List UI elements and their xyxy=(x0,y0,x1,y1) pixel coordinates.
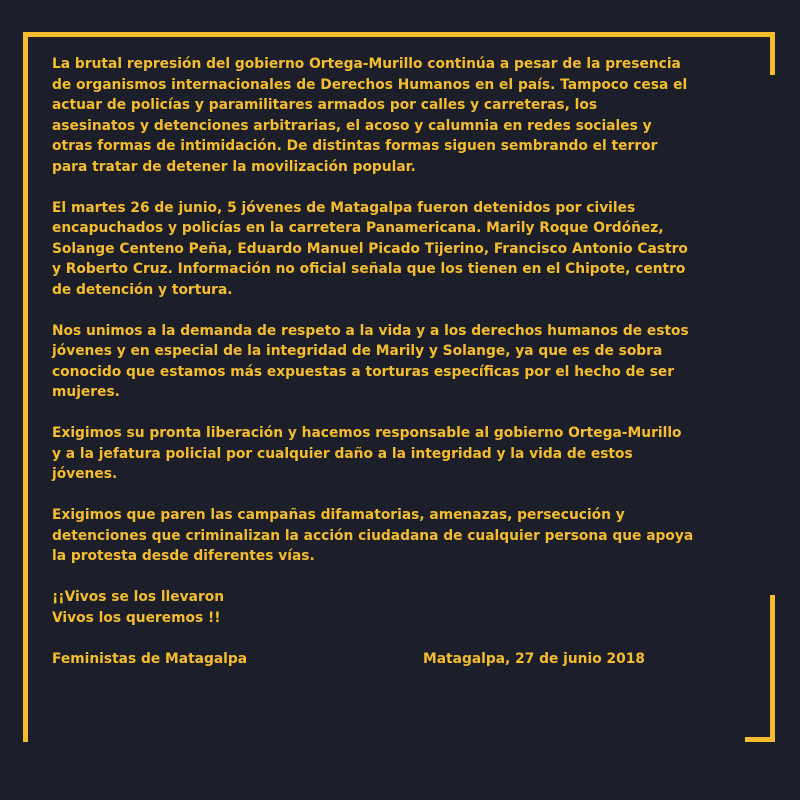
paragraph-detention: El martes 26 de junio, 5 jóvenes de Matagalpa fueron detenidos por civiles encapuchados y policías en la carretera Panamericana. Marily Roque Ordóñez, Solange Centeno Peña, Eduardo Manuel Picado Tijerino, Francisco Antonio Castro y Roberto Cruz. Información no oficial señala que los tienen en el Chipote, centro de detención y tortura. xyxy=(52,199,688,298)
signature-row xyxy=(52,649,752,670)
frame-gap-right xyxy=(768,75,778,595)
statement-body xyxy=(52,54,752,669)
paragraph-release: Exigimos su pronta liberación y hacemos responsable al gobierno Ortega-Murillo y a la jefatura policial por cualquier daño a la integridad y la vida de estos jóvenes. xyxy=(52,425,682,482)
place-date: Matagalpa, 27 de junio 2018 xyxy=(423,650,645,667)
paragraph-slogan: ¡¡Vivos se los llevaron Vivos los queremos !! xyxy=(52,589,225,626)
paragraph-campaigns: Exigimos que paren las campañas difamatorias, amenazas, persecución y detenciones que criminalizan la acción ciudadana de cualquier persona que apoya la protesta desde diferentes vías. xyxy=(52,507,694,564)
paragraph-demand: Nos unimos a la demanda de respeto a la vida y a los derechos humanos de estos jóvenes y en especial de la integridad de Marily y Solange, ya que es de sobra conocido que estamos más expuestas a torturas específicas por el hecho de ser mujeres. xyxy=(52,322,689,400)
frame-bottom-right-vertical xyxy=(770,595,775,742)
paragraph-repression: La brutal represión del gobierno Ortega-Murillo continúa a pesar de la presencia de organismos internacionales de Derechos Humanos en el país. Tampoco cesa el actuar de policías y paramilitares armados por calles y carreteras, los asesinatos y detenciones arbitrarias, el acoso y calumnia en redes sociales y otras formas de intimidación. De distintas formas siguen sembrando el terror para tratar de detener la movilización popular. xyxy=(52,56,688,175)
signature: Feministas de Matagalpa xyxy=(52,650,248,667)
frame-top-right-vertical xyxy=(770,32,775,75)
frame-bottom-right-horizontal xyxy=(745,737,775,742)
